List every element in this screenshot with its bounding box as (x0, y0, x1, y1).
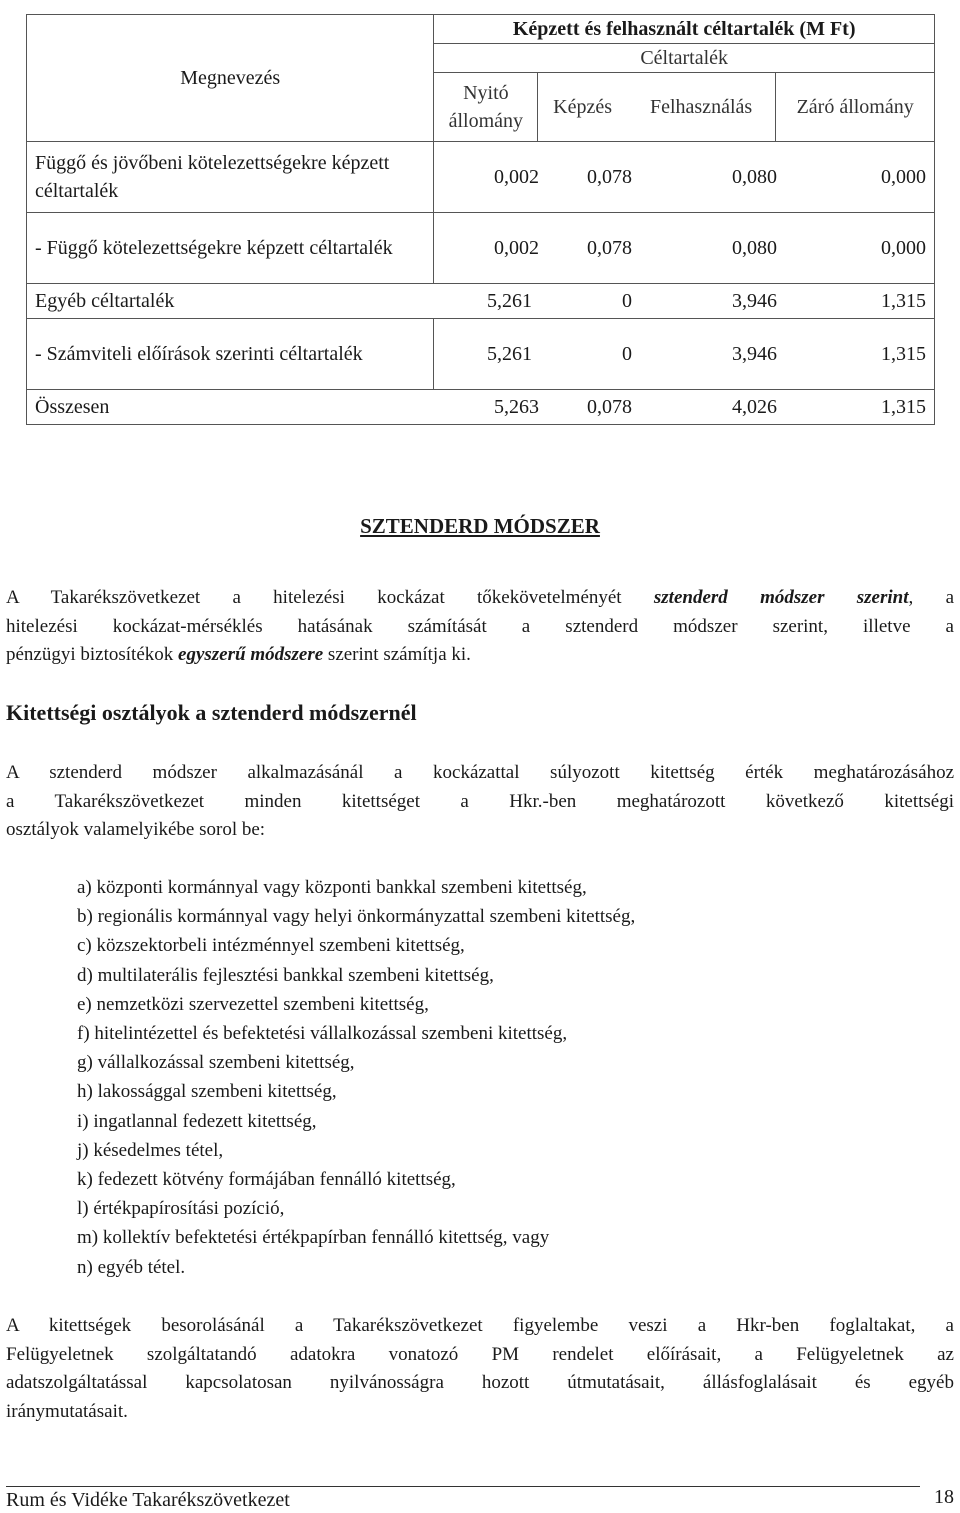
row-label: Függő és jövőbeni kötelezettségekre képzett céltartalék (27, 142, 434, 213)
reserves-table (26, 14, 935, 425)
table-row (27, 284, 935, 319)
para-line: Felügyeletnek szolgáltatandó adatokra vonatozó PM rendelet előírásait, a Felügyeletnek az (6, 1343, 954, 1365)
footer-divider (6, 1486, 920, 1487)
col-header-kepzes: Képzés (538, 73, 627, 142)
list-item: i) ingatlannal fedezett kitettség, (77, 1110, 317, 1132)
value-zaro: 0,000 (881, 166, 926, 188)
value-zaro: 1,315 (881, 290, 926, 312)
value-zaro: 0,000 (881, 237, 926, 259)
row-label: Összesen (35, 396, 110, 418)
para-line: A sztenderd módszer alkalmazásánál a kockázattal súlyozott kitettség érték meghatározásához (6, 762, 954, 783)
value-kepzes: 0 (622, 343, 632, 365)
row-label: - Függő kötelezettségekre képzett céltartalék (27, 213, 434, 284)
para-line (6, 641, 954, 670)
value-felhasznalas: 3,946 (732, 290, 777, 312)
exposure-class-list (77, 873, 635, 1282)
emphasis-text: sztenderd módszer szerint (653, 587, 909, 608)
row-label: Egyéb céltartalék (35, 290, 175, 312)
para-line: A kitettségek besorolásánál a Takarékszövetkezet figyelembe veszi a Hkr-ben foglaltakat, a (6, 1315, 954, 1336)
page-number: 18 (934, 1486, 954, 1508)
value-nyito: 0,002 (494, 166, 539, 188)
value-zaro: 1,315 (881, 343, 926, 365)
para-line: iránymutatásait. (6, 1400, 128, 1422)
value-kepzes: 0,078 (587, 166, 632, 188)
intro-paragraph (6, 584, 954, 670)
group-header: Céltartalék (434, 44, 935, 73)
list-item: b) regionális kormánnyal vagy helyi önkormányzattal szembeni kitettség, (77, 906, 636, 928)
table-row (27, 213, 935, 284)
table-row (27, 390, 935, 425)
list-item: l) értékpapírosítási pozíció, (77, 1198, 285, 1220)
list-item: e) nemzetközi szervezettel szembeni kitettség, (77, 993, 429, 1015)
para-line (6, 584, 954, 613)
row-values (434, 142, 935, 213)
value-felhasznalas: 0,080 (732, 237, 777, 259)
table-row (27, 319, 935, 390)
col-header-nyito: Nyitó állomány (434, 73, 538, 142)
row-line (27, 284, 935, 319)
subsection-heading: Kitettségi osztályok a sztenderd módszernél (6, 700, 417, 725)
list-item: j) késedelmes tétel, (77, 1139, 224, 1161)
classes-paragraph (6, 759, 954, 845)
row-label: - Számviteli előírások szerinti céltartalék (27, 319, 434, 390)
list-item: k) fedezett kötvény formájában fennálló kitettség, (77, 1169, 456, 1191)
list-item: m) kollektív befektetési értékpapírban fennálló kitettség, vagy (77, 1227, 550, 1249)
value-zaro: 1,315 (881, 396, 926, 418)
value-kepzes: 0 (622, 290, 632, 312)
value-felhasznalas: 3,946 (732, 343, 777, 365)
para-line: a Takarékszövetkezet minden kitettséget a Hkr.-ben meghatározott következő kitettségi (6, 790, 954, 812)
classification-paragraph (6, 1312, 954, 1426)
table-row (27, 142, 935, 213)
value-nyito: 5,261 (487, 290, 532, 312)
col-header-felhasznalas: Felhasználás (627, 73, 776, 142)
list-item: g) vállalkozással szembeni kitettség, (77, 1052, 355, 1074)
list-item: d) multilaterális fejlesztési bankkal szembeni kitettség, (77, 964, 494, 986)
value-kepzes: 0,078 (587, 396, 632, 418)
list-item: a) központi kormánnyal vagy központi bankkal szembeni kitettség, (77, 877, 587, 898)
row-line (27, 390, 935, 425)
table-title: Képzett és felhasznált céltartalék (M Ft) (434, 15, 935, 44)
list-item: n) egyéb tétel. (77, 1256, 186, 1278)
value-nyito: 5,261 (487, 343, 532, 365)
col-header-zaro: Záró állomány (776, 73, 935, 142)
row-values (434, 213, 935, 284)
para-line: osztályok valamelyikébe sorol be: (6, 819, 266, 840)
list-item: h) lakossággal szembeni kitettség, (77, 1081, 337, 1103)
emphasis-text: egyszerű módszere (178, 644, 324, 665)
footer-organization: Rum és Vidéke Takarékszövetkezet (6, 1489, 290, 1511)
value-felhasznalas: 4,026 (732, 396, 777, 418)
text-run: pénzügyi biztosítékok (6, 644, 179, 665)
value-nyito: 0,002 (494, 237, 539, 259)
text-run: A Takarékszövetkezet a hitelezési kockázat tőkekövetelményét (6, 587, 654, 608)
value-felhasznalas: 0,080 (732, 166, 777, 188)
value-kepzes: 0,078 (587, 237, 632, 259)
text-run: , a (908, 587, 954, 608)
para-line: adatszolgáltatással kapcsolatosan nyilvánosságra hozott útmutatásait, állásfoglalásait és egyéb (6, 1372, 954, 1393)
name-header: Megnevezés (27, 15, 434, 142)
text-run: szerint számítja ki. (323, 644, 471, 665)
row-values (434, 319, 935, 390)
section-heading: SZTENDERD MÓDSZER (360, 514, 600, 538)
list-item: c) közszektorbeli intézménnyel szembeni kitettség, (77, 935, 465, 957)
value-nyito: 5,263 (494, 396, 539, 418)
list-item: f) hitelintézettel és befektetési vállalkozással szembeni kitettség, (77, 1023, 568, 1045)
para-line: hitelezési kockázat-mérséklés hatásának számítását a sztenderd módszer szerint, illetve a (6, 615, 954, 637)
